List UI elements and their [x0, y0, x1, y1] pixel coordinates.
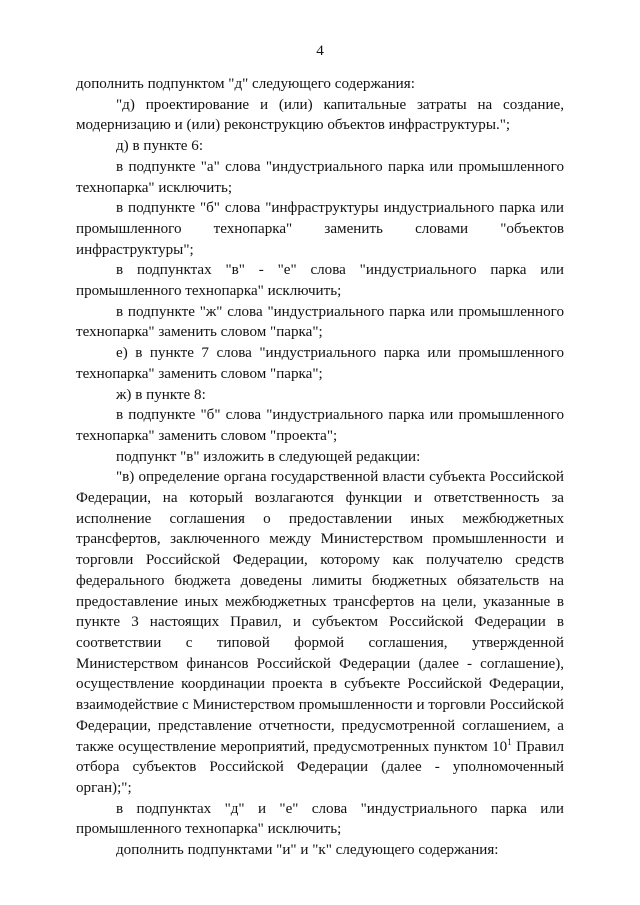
superscript: 1 — [507, 736, 512, 747]
paragraph: в подпункте "б" слова "инфраструктуры индустриального парка или промышленного технопарка" заменить словами "объектов инфраструктуры"; — [76, 200, 564, 258]
paragraph: ж) в пункте 8: — [116, 386, 206, 403]
quoted-paragraph — [76, 467, 564, 798]
paragraph: в подпунктах "в" - "е" слова "индустриального парка или промышленного технопарка" исключить; — [76, 262, 564, 300]
paragraph: дополнить подпунктами "и" и "к" следующего содержания: — [116, 842, 499, 859]
quoted-text: "в) определение органа государственной власти субъекта Российской Федерации, на который возлагаются функции и ответственность за исполнение соглашения о предоставлении иных межбюджетных трансфертов, заключенного между Министерством промышленности и торговли Российской Федерации, которому как получателю средств федерального бюджета доведены лимиты бюджетных обязательств на предоставление иных межбюджетных трансфертов на цели, указанные в пункте 3 настоящих Правил, и субъектом Российской Федерации в соответствии с типовой формой соглашения, утвержденной Министерством финансов Российской Федерации (далее - соглашение), осуществление координации проекта в субъекте Российской Федерации, взаимодействие с Министерством промышленности и торговли Российской Федерации, представление отчетности, предусмотренной соглашением, а также осуществление мероприятий, предусмотренных пунктом 10 — [76, 469, 564, 755]
paragraph: в подпункте "а" слова "индустриального парка или промышленного технопарка" исключить; — [76, 158, 564, 196]
paragraph: е) в пункте 7 слова "индустриального парка или промышленного технопарка" заменить словом "парка"; — [76, 345, 564, 382]
document-body — [76, 74, 564, 861]
paragraph: в подпунктах "д" и "е" слова "индустриального парка или промышленного технопарка" исключить; — [76, 800, 564, 838]
paragraph: в подпункте "ж" слова "индустриального парка или промышленного технопарка" заменить словом "парка"; — [76, 303, 564, 341]
page-number: 4 — [316, 43, 324, 59]
paragraph: в подпункте "б" слова "индустриального парка или промышленного технопарка" заменить словом "проекта"; — [76, 407, 564, 444]
quoted-text-after: Правил отбора субъектов Российской Федерации (далее - уполномоченный орган);"; — [76, 738, 564, 796]
paragraph: "д) проектирование и (или) капитальные затраты на создание, модернизацию и (или) реконструкцию объектов инфраструктуры."; — [76, 96, 564, 134]
paragraph: дополнить подпунктом "д" следующего содержания: — [76, 76, 415, 92]
paragraph: д) в пункте 6: — [116, 138, 204, 155]
paragraph: подпункт "в" изложить в следующей редакции: — [116, 448, 421, 465]
